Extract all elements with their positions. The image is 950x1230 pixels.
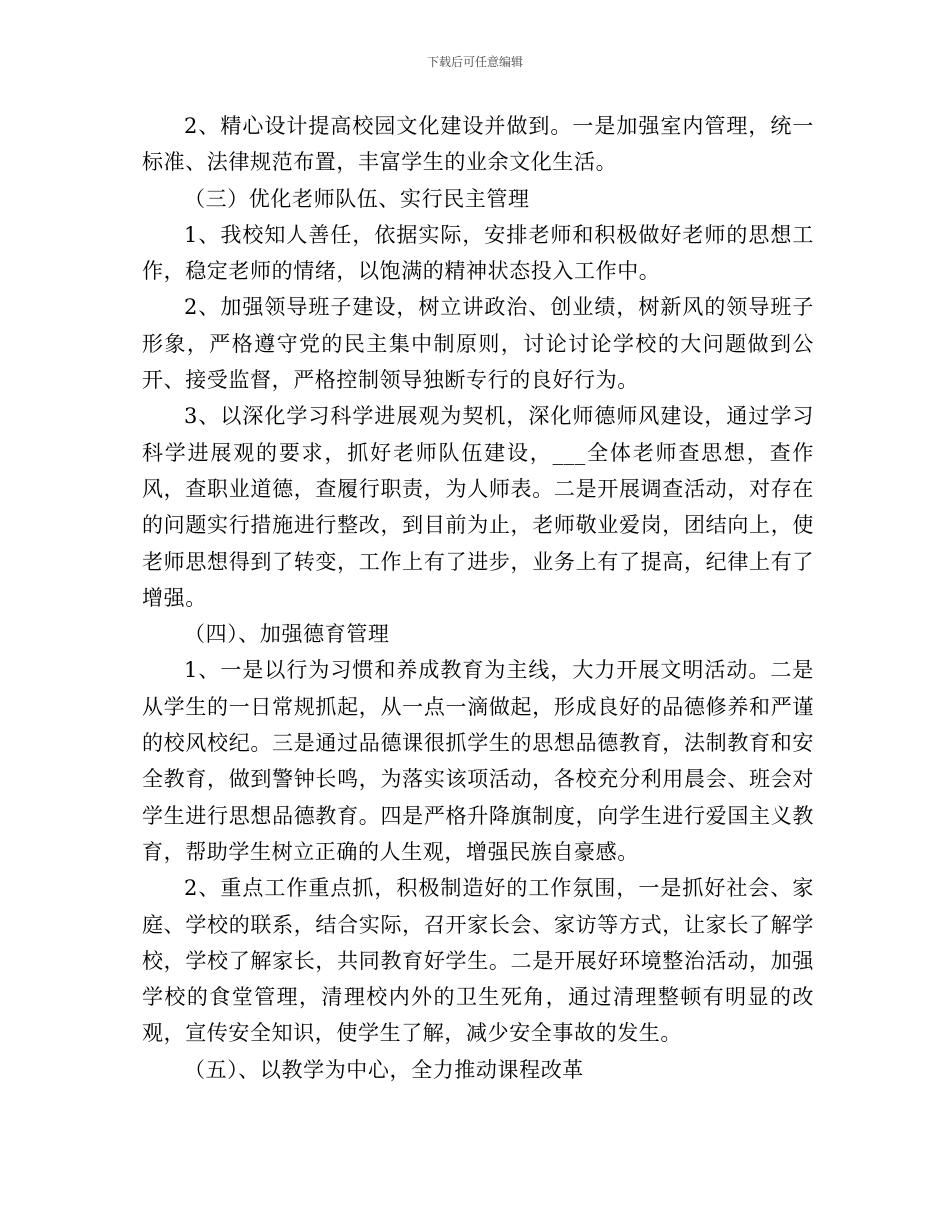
paragraph: 2、加强领导班子建设，树立讲政治、创业绩，树新风的领导班子形象，严格遵守党的民主集中制原则，讨论讨论学校的大问题做到公开、接受监督，严格控制领导独断专行的良好行为。 [142, 295, 814, 393]
paragraph: 3、以深化学习科学进展观为契机，深化师德师风建设，通过学习科学进展观的要求，抓好老师队伍建设，___全体老师查思想，查作风，查职业道德，查履行职责，为人师表。二是开展调查活动，对存在的问题实行措施进行整改，到目前为止，老师敬业爱岗，团结向上，使老师思想得到了转变，工作上有了进步，业务上有了提高，纪律上有了增强。 [142, 404, 814, 610]
section-heading: （三）优化老师队伍、实行民主管理 [184, 186, 530, 211]
document-body [142, 108, 814, 1088]
section-heading: （四）、加强德育管理 [184, 622, 390, 647]
paragraph: 1、一是以行为习惯和养成教育为主线，大力开展文明活动。二是从学生的一日常规抓起，从一点一滴做起，形成良好的品德修养和严谨的校风校纪。三是通过品德课很抓学生的思想品德教育，法制教育和安全教育，做到警钟长鸣，为落实该项活动，各校充分利用晨会、班会对学生进行思想品德教育。四是严格升降旗制度，向学生进行爱国主义教育，帮助学生树立正确的人生观，增强民族自豪感。 [142, 658, 814, 864]
paragraph: 1、我校知人善任，依据实际，安排老师和积极做好老师的思想工作，稳定老师的情绪，以饱满的精神状态投入工作中。 [142, 222, 814, 284]
paragraph: 2、精心设计提高校园文化建设并做到。一是加强室内管理，统一标准、法律规范布置，丰富学生的业余文化生活。 [142, 114, 814, 175]
paragraph: 2、重点工作重点抓，积极制造好的工作氛围，一是抓好社会、家庭、学校的联系，结合实际，召开家长会、家访等方式，让家长了解学校，学校了解家长，共同教育好学生。二是开展好环境整治活动，加强学校的食堂管理，清理校内外的卫生死角，通过清理整顿有明显的改观，宣传安全知识，使学生了解，减少安全事故的发生。 [142, 876, 814, 1046]
section-heading: （五）、以教学为中心，全力推动课程改革 [184, 1057, 584, 1082]
page-header: 下载后可任意编辑 [426, 55, 523, 69]
